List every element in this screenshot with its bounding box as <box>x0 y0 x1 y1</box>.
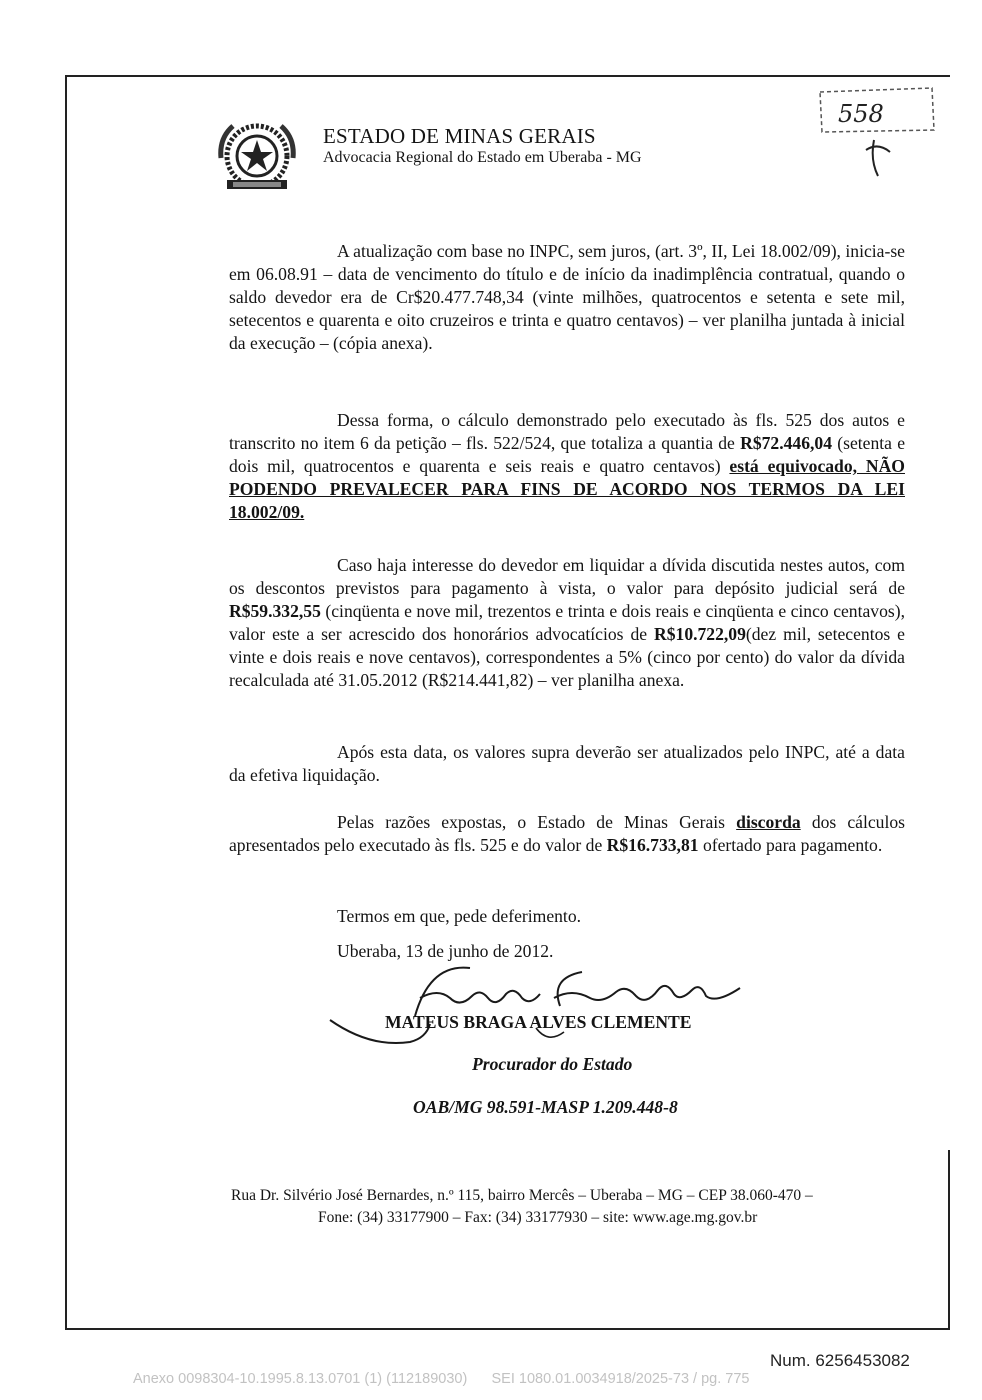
signatory-name: MATEUS BRAGA ALVES CLEMENTE <box>385 1012 692 1032</box>
page-border-top <box>65 75 950 77</box>
footer-contact: Fone: (34) 33177900 – Fax: (34) 33177930 – site: www.age.mg.gov.br <box>318 1209 758 1226</box>
paragraph-1 <box>229 240 905 355</box>
coat-of-arms-icon <box>215 118 299 198</box>
page-border-right <box>948 1150 950 1330</box>
paragraph-3-text: Caso haja interesse do devedor em liquidar a dívida discutida nestes autos, com os descontos previstos para pagamento à vista, o valor para depósito judicial será de <box>229 555 905 598</box>
closing-request: Termos em que, pede deferimento. <box>337 906 582 926</box>
amount-deposito: R$59.332,55 <box>229 601 321 621</box>
paragraph-2-text: Dessa forma, o cálculo demonstrado pelo executado às fls. 525 dos autos e transcrito no item 6 da petição – fls. 522/524, que totaliza a quantia de <box>229 410 905 453</box>
amount-ofertado: R$16.733,81 <box>606 835 699 855</box>
page-border-bottom <box>65 1328 950 1330</box>
amount-executado: R$72.446,04 <box>740 433 832 453</box>
paragraph-5-text-2: dos cálculos apresentados pelo executado às fls. 525 e do valor de <box>229 812 906 855</box>
highlight-discorda: discorda <box>736 812 801 832</box>
amount-honorarios-words: (dez mil, setecentos e vinte e dois reais e nove centavos), correspondentes a 5% (cinco por cento) do valor da dívida recalculada até 31.05.2012 (R$214.441,82) – ver planilha anexa. <box>229 624 905 690</box>
amount-executado-words: (setenta e dois mil, quatrocentos e quarenta e seis reais e quatro centavos) <box>229 433 906 476</box>
header-subtitle: Advocacia Regional do Estado em Uberaba - MG <box>323 149 642 166</box>
footer-address: Rua Dr. Silvério José Bernardes, n.º 115, bairro Mercês – Uberaba – MG – CEP 38.060-470 – <box>231 1187 813 1204</box>
paragraph-5-text: Pelas razões expostas, o Estado de Minas Gerais <box>337 812 726 832</box>
stamp-page-number: 558 <box>838 100 884 128</box>
highlight-equivocado: está equivocado, NÃO PODENDO PREVALECER PARA FINS DE ACORDO NOS TERMOS DA LEI 18.002/09. <box>229 456 905 522</box>
handwritten-signature <box>320 958 770 1058</box>
document-number: Num. 6256453082 <box>770 1351 910 1370</box>
paragraph-2 <box>229 409 905 524</box>
header-title: ESTADO DE MINAS GERAIS <box>323 124 596 148</box>
paragraph-5 <box>229 811 905 857</box>
page-border-left <box>65 75 67 1330</box>
signatory-registration: OAB/MG 98.591-MASP 1.209.448-8 <box>413 1097 678 1117</box>
amount-honorarios: R$10.722,09 <box>654 624 746 644</box>
closing-place-date: Uberaba, 13 de junho de 2012. <box>337 941 554 961</box>
paragraph-1-text: A atualização com base no INPC, sem juros, (art. 3º, II, Lei 18.002/09), inicia-se em 06.08.91 – data de vencimento do título e de início da inadimplência contratual, quando o saldo devedor era de Cr$20.477.748,34 (vinte milhões, quatrocentos e setenta e sete mil, setecentos e quarenta e oito cruzeiros e trinta e quatro centavos) – ver planilha juntada à inicial da execução – (cópia anexa). <box>229 241 905 353</box>
paragraph-5-text-3: ofertado para pagamento. <box>702 835 883 855</box>
signatory-role: Procurador do Estado <box>472 1054 633 1074</box>
page-number-stamp <box>812 80 942 180</box>
paragraph-4 <box>229 741 905 787</box>
amount-deposito-words: (cinqüenta e nove mil, trezentos e trinta e dois reais e cinqüenta e cinco centavos), valor este a ser acrescido dos honorários advocatícios de <box>229 601 906 644</box>
annex-reference: Anexo 0098304-10.1995.8.13.0701 (1) (112189030) SEI 1080.01.0034918/2025-73 / pg. 775 <box>133 1371 750 1387</box>
paragraph-4-text: Após esta data, os valores supra deverão ser atualizados pelo INPC, até a data da efetiva liquidação. <box>229 742 905 785</box>
paragraph-3 <box>229 554 905 692</box>
